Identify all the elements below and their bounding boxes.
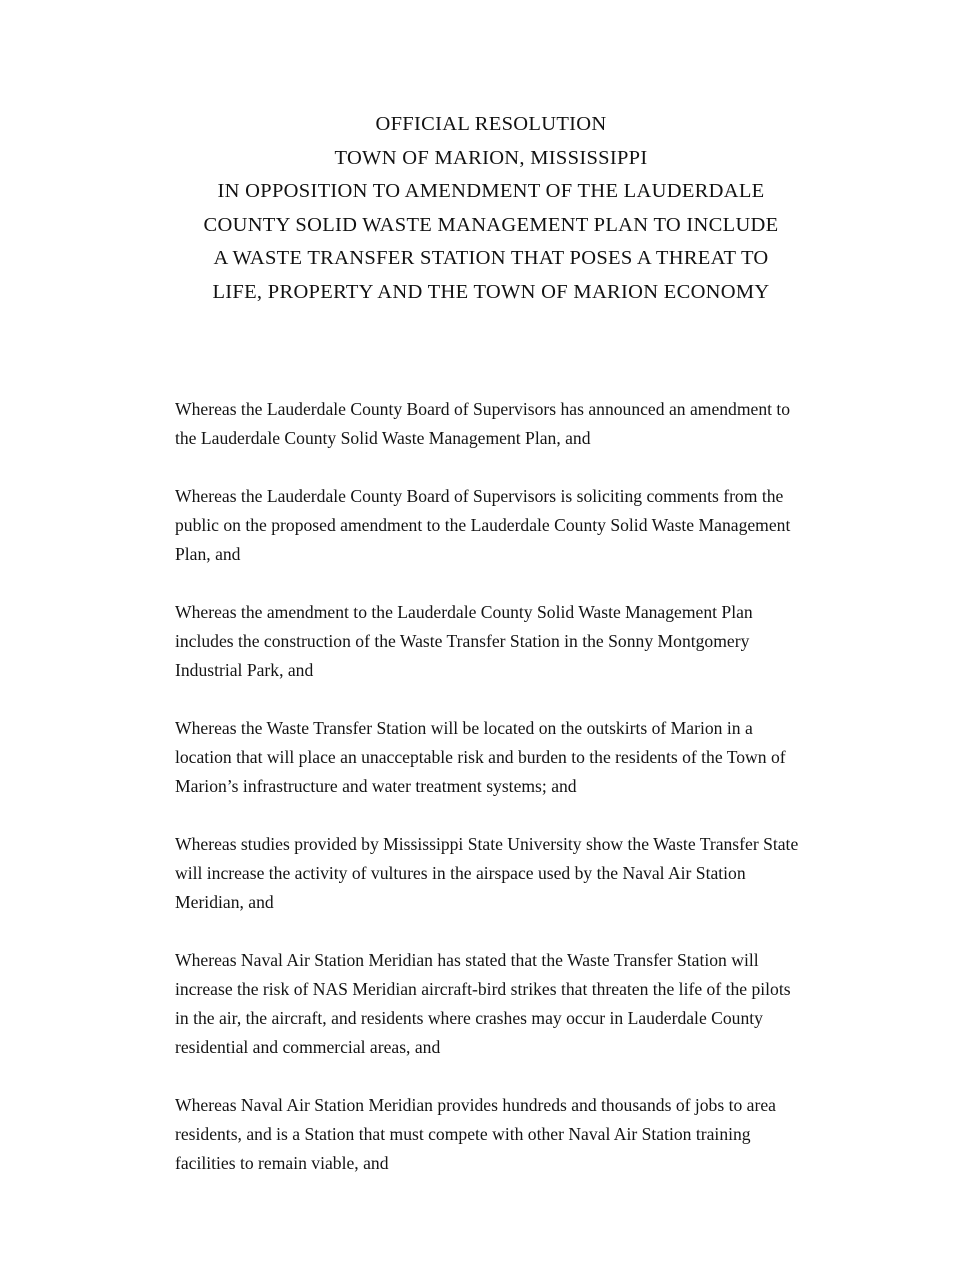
paragraph-whereas-7: Whereas Naval Air Station Meridian provides hundreds and thousands of jobs to area residents, and is a Station that must compete with other Naval Air Station training facilities to remain viable, and (175, 1095, 776, 1173)
title-line: IN OPPOSITION TO AMENDMENT OF THE LAUDERDALE (217, 180, 765, 202)
paragraph-whereas-2: Whereas the Lauderdale County Board of Supervisors is soliciting comments from the public on the proposed amendment to the Lauderdale County Solid Waste Management Plan, and (175, 486, 791, 564)
title-line: A WASTE TRANSFER STATION THAT POSES A THREAT TO (213, 247, 769, 269)
paragraph-whereas-4: Whereas the Waste Transfer Station will be located on the outskirts of Marion in a location that will place an unacceptable risk and burden to the residents of the Town of Marion’s infrastructure and water treatment systems; and (175, 718, 786, 796)
title-line: LIFE, PROPERTY AND THE TOWN OF MARION ECONOMY (212, 280, 770, 303)
document-title (165, 108, 817, 309)
title-line: COUNTY SOLID WASTE MANAGEMENT PLAN TO INCLUDE (203, 213, 779, 236)
paragraph-whereas-1: Whereas the Lauderdale County Board of Supervisors has announced an amendment to the Lauderdale County Solid Waste Management Plan, and (175, 399, 791, 448)
paragraph-whereas-3: Whereas the amendment to the Lauderdale County Solid Waste Management Plan includes the construction of the Waste Transfer Station in the Sonny Montgomery Industrial Park, and (175, 602, 753, 680)
title-line: TOWN OF MARION, MISSISSIPPI (334, 146, 648, 169)
title-line: OFFICIAL RESOLUTION (375, 113, 607, 135)
paragraph-whereas-5: Whereas studies provided by Mississippi State University show the Waste Transfer State will increase the activity of vultures in the airspace used by the Naval Air Station Meridian, and (175, 834, 799, 912)
paragraph-whereas-6: Whereas Naval Air Station Meridian has stated that the Waste Transfer Station will increase the risk of NAS Meridian aircraft-bird strikes that threaten the life of the pilots in the air, the aircraft, and residents where crashes may occur in Lauderdale County residential and commercial areas, and (175, 950, 791, 1057)
document-body (175, 395, 807, 1178)
